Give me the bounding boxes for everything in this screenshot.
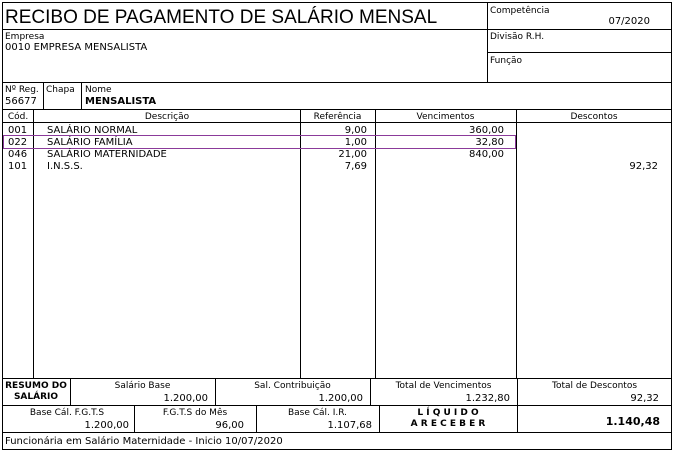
cell-descricao: SALÁRIO NORMAL — [47, 125, 138, 136]
salario-base-label: Salário Base — [114, 381, 171, 391]
empresa-label: Empresa — [5, 32, 45, 42]
total-descontos-label: Total de Descontos — [551, 381, 638, 391]
sal-contribuicao-label: Sal. Contribuição — [254, 381, 331, 391]
cell-descricao: SALÁRIO MATERNIDADE — [47, 149, 167, 160]
col-header-cod: Cód. — [7, 112, 29, 122]
base-ir-label: Base Cál. I.R. — [287, 408, 348, 418]
resumo-label-line2: SALÁRIO — [13, 392, 59, 402]
row-highlight-box — [3, 135, 516, 149]
divisao-rh-label: Divisão R.H. — [490, 32, 545, 42]
liquido-value: 1.140,48 — [605, 415, 660, 428]
table-row — [0, 149, 676, 161]
salario-base-value: 1.200,00 — [163, 393, 208, 404]
reg-label: Nº Reg. — [5, 85, 39, 95]
cell-referencia: 9,00 — [344, 125, 367, 136]
cell-vencimentos: 840,00 — [469, 149, 504, 160]
total-vencimentos-label: Total de Vencimentos — [395, 381, 492, 391]
cell-referencia: 21,00 — [338, 149, 367, 160]
fgts-mes-value: 96,00 — [215, 420, 244, 431]
base-fgts-label: Base Cál. F.G.T.S — [29, 408, 105, 418]
reg-value: 56677 — [5, 96, 37, 107]
liquido-label-line1: L Í Q U I D O — [417, 408, 479, 418]
col-header-descontos: Descontos — [570, 112, 618, 122]
cell-cod: 101 — [8, 161, 28, 172]
competencia-value: 07/2020 — [608, 16, 650, 27]
col-header-descricao: Descrição — [144, 112, 190, 122]
cell-cod: 022 — [8, 137, 28, 148]
page-title: RECIBO DE PAGAMENTO DE SALÁRIO MENSAL — [5, 7, 438, 28]
nome-label: Nome — [85, 85, 112, 95]
liquido-label-line2: A R E C E B E R — [410, 419, 486, 429]
cell-referencia: 7,69 — [344, 161, 367, 172]
cell-cod: 046 — [8, 149, 28, 160]
cell-descricao: SALÁRIO FAMÍLIA — [47, 137, 133, 148]
fgts-mes-label: F.G.T.S do Mês — [162, 408, 228, 418]
funcao-label: Função — [490, 56, 523, 66]
sal-contribuicao-value: 1.200,00 — [318, 393, 363, 404]
table-row — [0, 161, 676, 173]
cell-cod: 001 — [8, 125, 28, 136]
cell-descricao: I.N.S.S. — [47, 161, 83, 172]
total-vencimentos-value: 1.232,80 — [465, 393, 510, 404]
cell-vencimentos: 360,00 — [469, 125, 504, 136]
cell-descontos: 92,32 — [629, 161, 658, 172]
total-descontos-value: 92,32 — [630, 393, 659, 404]
cell-referencia: 1,00 — [344, 137, 367, 148]
base-ir-value: 1.107,68 — [327, 420, 372, 431]
base-fgts-value: 1.200,00 — [84, 420, 129, 431]
cell-vencimentos: 32,80 — [475, 137, 504, 148]
chapa-label: Chapa — [46, 85, 75, 95]
nome-value: MENSALISTA — [85, 96, 157, 107]
competencia-label: Competência — [490, 6, 550, 16]
col-header-referencia: Referência — [313, 112, 362, 122]
empresa-value: 0010 EMPRESA MENSALISTA — [5, 42, 148, 53]
resumo-label-line1: RESUMO DO — [5, 381, 67, 391]
col-header-vencimentos: Vencimentos — [416, 112, 475, 122]
footer-note: Funcionária em Salário Maternidade - Inicio 10/07/2020 — [5, 436, 283, 447]
